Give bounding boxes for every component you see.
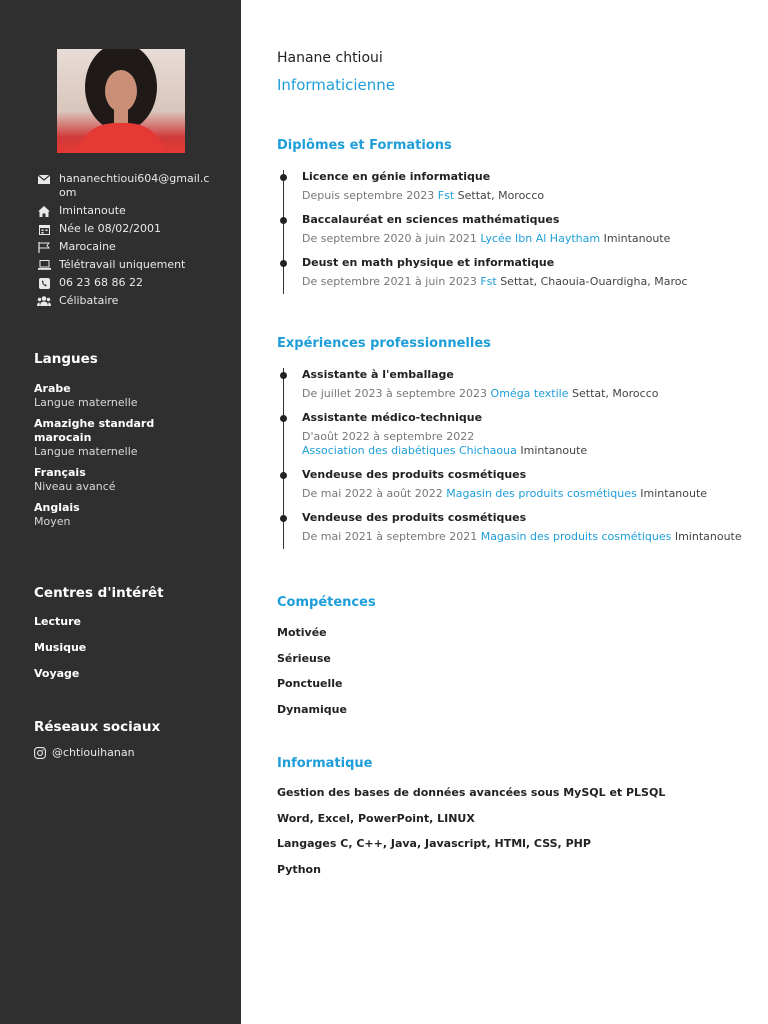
instagram-icon xyxy=(34,747,46,759)
language-item xyxy=(34,466,224,494)
candidate-name: Hanane chtioui xyxy=(277,50,383,66)
entry-title: Assistante à l'emballage xyxy=(302,368,454,381)
computing-item: Word, Excel, PowerPoint, LINUX xyxy=(277,811,475,825)
languages-heading: Langues xyxy=(34,351,98,367)
entry-details xyxy=(302,430,754,458)
language-name: Anglais xyxy=(34,501,80,514)
education-heading: Diplômes et Formations xyxy=(277,138,452,153)
experience-entry xyxy=(284,468,754,501)
flag-icon xyxy=(36,241,52,253)
computing-item: Gestion des bases de données avancées sous MySQL et PLSQL xyxy=(277,786,666,799)
computing-heading: Informatique xyxy=(277,756,373,771)
experience-heading: Expériences professionnelles xyxy=(277,336,491,351)
entry-dates: De mai 2022 à août 2022 xyxy=(302,487,443,500)
computing-list xyxy=(277,786,665,889)
entry-details xyxy=(302,487,754,501)
entry-title: Baccalauréat en sciences mathématiques xyxy=(302,213,560,226)
education-entry xyxy=(284,256,754,289)
entry-place: Imintanoute xyxy=(603,232,671,245)
skill-item: Ponctuelle xyxy=(277,677,343,691)
language-item xyxy=(34,417,224,459)
entry-org[interactable]: Oméga textile xyxy=(490,387,569,400)
entry-dates: Depuis septembre 2023 xyxy=(302,189,435,202)
contact-status xyxy=(36,294,216,308)
skills-list xyxy=(277,626,347,729)
interest-item: Lecture xyxy=(34,615,81,628)
education-timeline xyxy=(283,170,754,294)
interests-heading: Centres d'intérêt xyxy=(34,585,164,601)
contact-list xyxy=(36,172,216,312)
interests-list xyxy=(34,615,86,693)
entry-details xyxy=(302,387,754,401)
language-item xyxy=(34,382,224,410)
entry-place: Imintanoute xyxy=(520,444,588,457)
language-level: Langue maternelle xyxy=(34,396,138,409)
calendar-icon xyxy=(36,223,52,235)
education-entry xyxy=(284,213,754,246)
entry-title: Licence en génie informatique xyxy=(302,170,491,183)
users-icon xyxy=(36,295,52,307)
entry-place: Imintanoute xyxy=(674,530,742,543)
social-handle: @chtiouihanan xyxy=(52,746,135,759)
experience-entry xyxy=(284,368,754,401)
skill-item: Sérieuse xyxy=(277,651,331,665)
computing-item: Python xyxy=(277,863,321,877)
language-name: Amazighe standard marocain xyxy=(34,417,155,444)
entry-title: Deust en math physique et informatique xyxy=(302,256,555,269)
skills-heading: Compétences xyxy=(277,595,376,610)
envelope-icon xyxy=(36,173,52,185)
entry-title: Vendeuse des produits cosmétiques xyxy=(302,468,527,481)
social-instagram[interactable] xyxy=(34,746,135,759)
contact-text: Née le 08/02/2001 xyxy=(59,222,161,235)
contact-email[interactable] xyxy=(36,172,216,200)
contact-phone[interactable] xyxy=(36,276,216,290)
entry-details xyxy=(302,189,754,203)
entry-org[interactable]: Magasin des produits cosmétiques xyxy=(480,530,672,543)
language-level: Niveau avancé xyxy=(34,480,116,493)
language-name: Arabe xyxy=(34,382,71,395)
language-level: Langue maternelle xyxy=(34,445,138,458)
entry-dates: De septembre 2020 à juin 2021 xyxy=(302,232,477,245)
entry-title: Vendeuse des produits cosmétiques xyxy=(302,511,527,524)
entry-place: Settat, Morocco xyxy=(572,387,659,400)
entry-org[interactable]: Lycée Ibn Al Haytham xyxy=(480,232,601,245)
home-icon xyxy=(36,205,52,217)
sidebar xyxy=(0,0,241,1024)
entry-details xyxy=(302,232,754,246)
entry-org[interactable]: Magasin des produits cosmétiques xyxy=(446,487,637,500)
contact-birthdate xyxy=(36,222,216,236)
phone-icon xyxy=(36,277,52,289)
entry-title: Assistante médico-technique xyxy=(302,411,483,424)
interest-item: Musique xyxy=(34,641,87,654)
language-name: Français xyxy=(34,466,86,479)
entry-details xyxy=(302,530,754,544)
contact-text: Célibataire xyxy=(59,294,119,307)
contact-nationality xyxy=(36,240,216,254)
skill-item: Dynamique xyxy=(277,703,347,717)
profile-photo xyxy=(57,49,185,153)
entry-place: Settat, Chaouia-Ouardigha, Maroc xyxy=(500,275,688,288)
entry-dates: De juillet 2023 à septembre 2023 xyxy=(302,387,488,400)
entry-place: Imintanoute xyxy=(640,487,708,500)
contact-address xyxy=(36,204,216,218)
contact-text: Télétravail uniquement xyxy=(59,258,186,271)
education-entry xyxy=(284,170,754,203)
entry-dates: De mai 2021 à septembre 2021 xyxy=(302,530,478,543)
experience-entry xyxy=(284,511,754,544)
contact-text: Imintanoute xyxy=(59,204,126,217)
social-heading: Réseaux sociaux xyxy=(34,719,161,735)
language-item xyxy=(34,501,224,529)
candidate-role: Informaticienne xyxy=(277,76,396,94)
experience-entry xyxy=(284,411,754,458)
interest-item: Voyage xyxy=(34,667,80,680)
skill-item: Motivée xyxy=(277,626,327,639)
entry-place: Settat, Morocco xyxy=(457,189,545,202)
entry-dates: De septembre 2021 à juin 2023 xyxy=(302,275,477,288)
contact-text: hananechtioui604@gmail.com xyxy=(59,172,210,199)
language-level: Moyen xyxy=(34,515,71,528)
entry-details xyxy=(302,275,754,289)
entry-org[interactable]: Fst xyxy=(437,189,455,202)
languages-list xyxy=(34,382,224,536)
contact-remote xyxy=(36,258,216,272)
laptop-icon xyxy=(36,259,52,271)
computing-item: Langages C, C++, Java, Javascript, HTMl, CSS, PHP xyxy=(277,837,591,851)
entry-org[interactable]: Fst xyxy=(480,275,497,288)
contact-text: 06 23 68 86 22 xyxy=(59,276,143,289)
entry-org[interactable]: Association des diabétiques Chichaoua xyxy=(302,444,517,457)
contact-text: Marocaine xyxy=(59,240,116,253)
entry-dates: D'août 2022 à septembre 2022 xyxy=(302,430,475,443)
experience-timeline xyxy=(283,368,754,549)
